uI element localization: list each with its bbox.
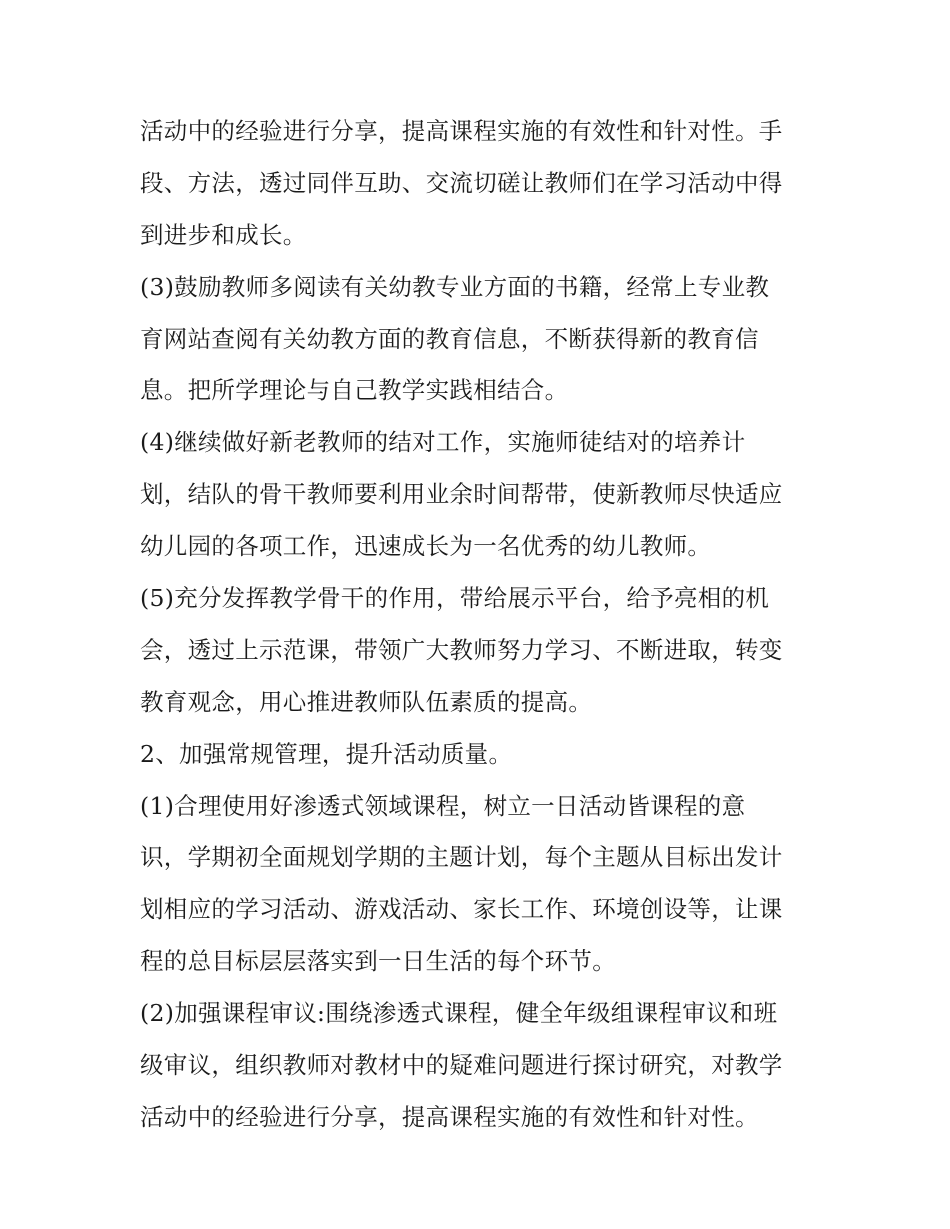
text-line: 划，结队的骨干教师要利用业余时间帮带，使新教师尽快适应	[140, 480, 783, 509]
text-line: (3)鼓励教师多阅读有关幼教专业方面的书籍，经常上专业教	[140, 272, 770, 301]
text-line: 到进步和成长。	[140, 220, 307, 249]
text-line: 程的总目标层层落实到一日生活的每个环节。	[140, 947, 616, 976]
text-line: (4)继续做好新老教师的结对工作，实施师徒结对的培养计	[140, 428, 746, 457]
text-line: 活动中的经验进行分享，提高课程实施的有效性和针对性。	[140, 1102, 759, 1131]
text-line: 息。把所学理论与自己教学实践相结合。	[140, 376, 569, 405]
text-line: 级审议，组织教师对教材中的疑难问题进行探讨研究，对教学	[140, 1051, 783, 1080]
text-line: 识，学期初全面规划学期的主题计划，每个主题从目标出发计	[140, 843, 783, 872]
text-line: 会，透过上示范课，带领广大教师努力学习、不断进取，转变	[140, 635, 783, 664]
text-line: (2)加强课程审议:围绕渗透式课程，健全年级组课程审议和班	[140, 999, 778, 1028]
text-line: 幼儿园的各项工作，迅速成长为一名优秀的幼儿教师。	[140, 532, 712, 561]
section-heading: 2、加强常规管理，提升活动质量。	[140, 739, 513, 768]
text-line: 教育观念，用心推进教师队伍素质的提高。	[140, 687, 593, 716]
text-line: 活动中的经验进行分享，提高课程实施的有效性和针对性。手	[140, 117, 783, 145]
text-line: (5)充分发挥教学骨干的作用，带给展示平台，给予亮相的机	[140, 584, 770, 613]
document-body	[140, 106, 830, 1144]
text-line: 段、方法，透过同伴互助、交流切磋让教师们在学习活动中得	[140, 168, 783, 197]
text-line: 划相应的学习活动、游戏活动、家长工作、环境创设等，让课	[140, 895, 783, 924]
text-line: 育网站查阅有关幼教方面的教育信息，不断获得新的教育信	[140, 324, 759, 353]
text-line: (1)合理使用好渗透式领域课程，树立一日活动皆课程的意	[140, 791, 746, 820]
